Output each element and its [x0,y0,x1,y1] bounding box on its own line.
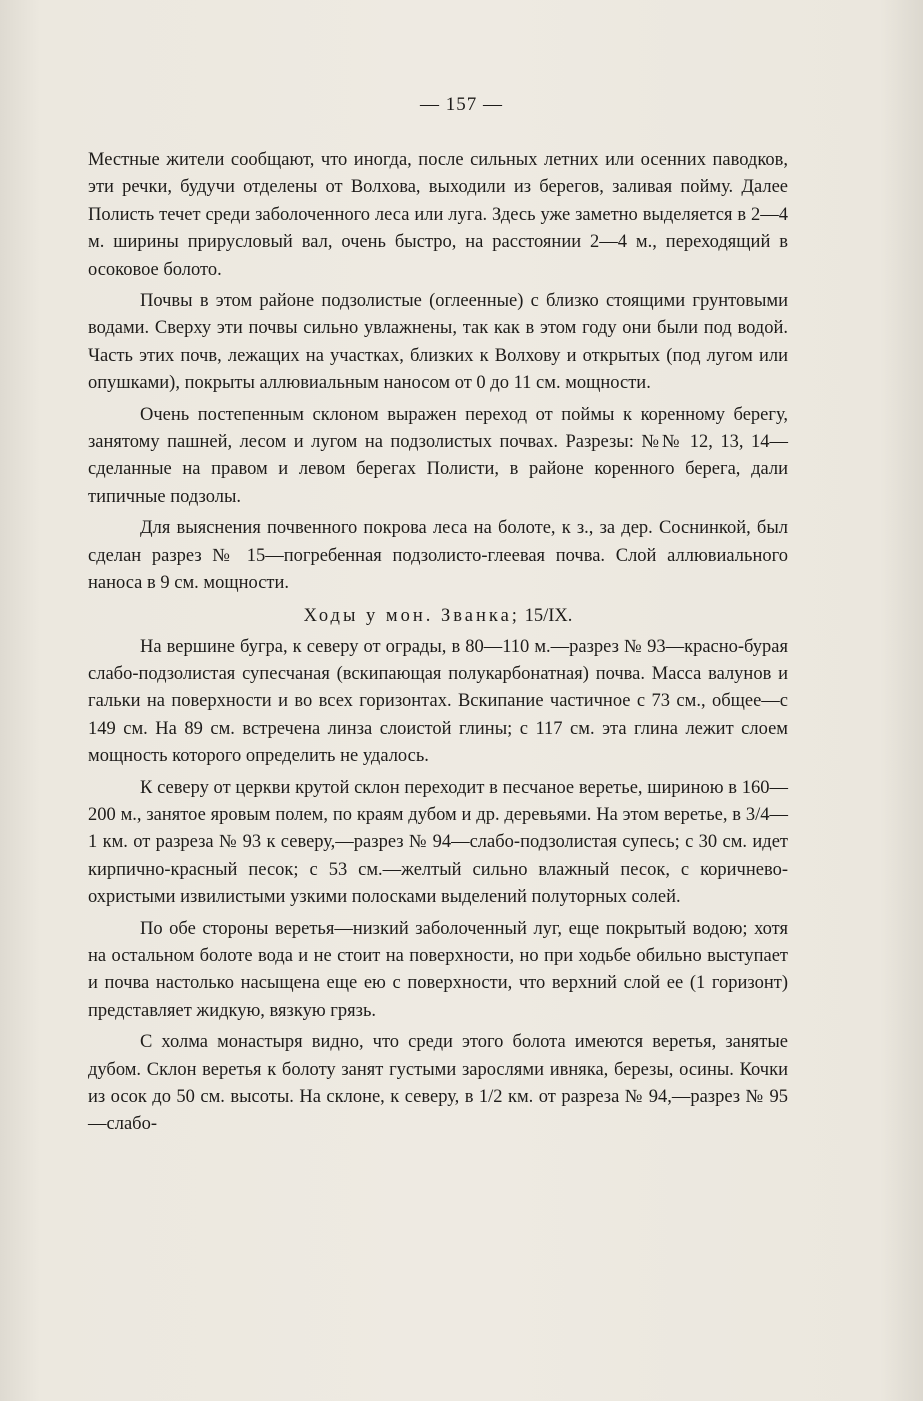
page-number: — 157 — [420,94,503,115]
paragraph-forest-bog: Для выяснения почвенного покрова леса на болоте, к з., за дер. Соснинкой, был сделан разрез № 15—погребенная подзолисто-глеевая почва. Слой аллювиального наноса в 9 см. мощности. [88,518,788,594]
paragraph-soils: Почвы в этом районе подзолистые (оглеенные) с близко стоящими грунтовыми водами. Сверху эти почвы сильно увлажнены, так как в этом году они были под водой. Часть этих почв, лежащих на участках, близких к Волхову и открытых (под лугом или опушками), покрыты аллювиальным наносом от 0 до 11 см. мощности. [88,291,788,394]
subheading-title: Ходы у мон. Званка; [303,605,520,626]
paragraph-section-93: На вершине бугра, к северу от ограды, в 80—110 м.—разрез № 93—красно-бурая слабо-подзолистая супесчаная (вскипающая полукарбонатная) почва. Масса валунов и гальки на поверхности и во всех горизонтах. Вскипание частичное с 73 см., общее—с 149 см. На 89 см. встречена линза слоистой глины; с 117 см. эта глина лежит слоем мощность которого определить не удалось. [88,636,788,767]
subheading-date: 15/IX. [524,605,573,626]
section-subheading [88,602,788,630]
paragraph-slope: Очень постепенным склоном выражен переход от поймы к коренному берегу, занятому пашней, лесом и лугом на подзолистых почвах. Разрезы: №№ 12, 13, 14—сделанные на правом и левом берегах Полисти, в районе коренного берега, дали типичные подзолы. [88,404,788,507]
paragraph-floodplain: Местные жители сообщают, что иногда, после сильных летних или осенних паводков, эти речки, будучи отделены от Волхова, выходили из берегов, заливая пойму. Далее Полисть течет среди заболоченного леса или луга. Здесь уже заметно выделяется в 2—4 м. ширины прирусловый вал, очень быстро, на расстоянии 2—4 м., переходящий в осоковое болото. [88,150,788,280]
page-body [88,147,788,1139]
paragraph-section-94: К северу от церкви крутой склон переходит в песчаное веретье, шириною в 160—200 м., занятое яровым полем, по краям дубом и др. деревьями. На этом веретье, в 3/4—1 км. от разреза № 93 к северу,—разрез № 94—слабо-подзолистая супесь; с 30 см. идет кирпично-красный песок; с 53 см.—желтый сильно влажный песок, с коричнево-охристыми извилистыми узкими полосками выделений полуторных солей. [88,777,788,908]
paragraph-monastery-hill: С холма монастыря видно, что среди этого болота имеются веретья, занятые дубом. Склон веретья к болоту занят густыми зарослями ивняка, березы, осины. Кочки из осок до 50 см. высоты. На склоне, к северу, в 1/2 км. от разреза № 94,—разрез № 95—слабо- [88,1032,788,1135]
paragraph-meadow: По обе стороны веретья—низкий заболоченный луг, еще покрытый водою; хотя на остальном болоте вода и не стоит на поверхности, но при ходьбе обильно выступает и почва настолько насыщена еще ею с поверхности, что верхний слой ее (1 горизонт) представляет жидкую, вязкую грязь. [88,918,788,1021]
